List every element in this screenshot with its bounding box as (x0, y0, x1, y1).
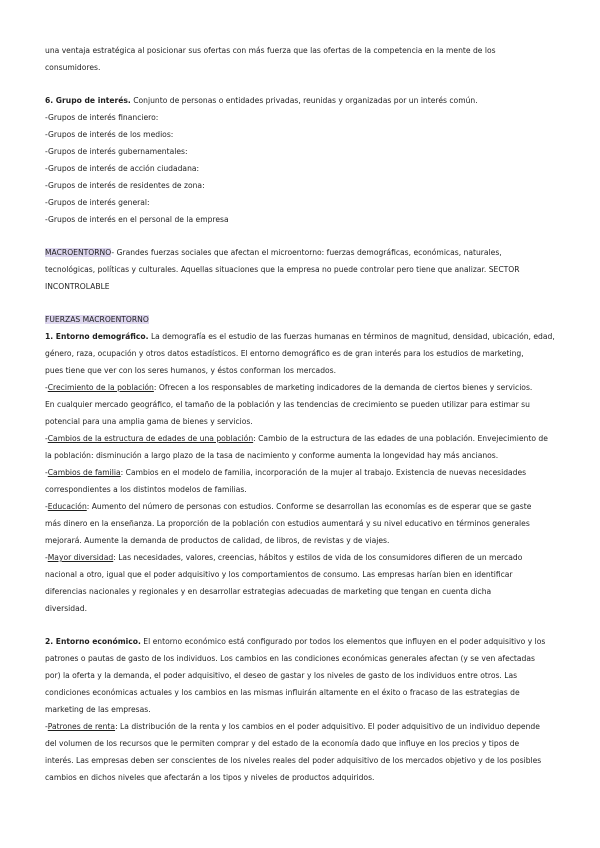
macroentorno-line-1 (45, 244, 560, 261)
renta-line-1 (45, 718, 560, 735)
cambios-edades-text: : Cambio de la estructura de las edades de una población. Envejecimiento de (253, 434, 548, 443)
grupo-interes-item: -Grupos de interés gubernamentales: (45, 147, 188, 156)
educacion-line-1 (45, 498, 560, 515)
economico-line-2: patrones o pautas de gasto de los individuos. Los cambios en las condiciones económicas generales afectan (y se ven afectadas (45, 654, 535, 663)
crecimiento-text: : Ofrecen a los responsables de marketing indicadores de la demanda de ciertos bienes y servicios. (153, 383, 533, 392)
grupo-interes-title: 6. Grupo de interés. (45, 96, 131, 105)
grupo-interes-item: -Grupos de interés de los medios: (45, 130, 174, 139)
crecimiento-line-3: potencial para una amplia gama de bienes y servicios. (45, 417, 253, 426)
grupo-interes-item: -Grupos de interés financiero: (45, 113, 159, 122)
cambios-edades-line-1 (45, 430, 560, 447)
grupo-interes-item: -Grupos de interés en el personal de la empresa (45, 215, 229, 224)
crecimiento-line-1 (45, 379, 560, 396)
grupo-interes-desc: Conjunto de personas o entidades privadas, reunidas y organizadas por un interés común. (130, 96, 478, 105)
grupo-interes-item: -Grupos de interés de residentes de zona: (45, 181, 205, 190)
grupo-interes-item: -Grupos de interés general: (45, 198, 150, 207)
renta-line-3: interés. Las empresas deben ser conscientes de los niveles reales del poder adquisitivo de los mercados objetivo y de los posibles (45, 756, 542, 765)
cambios-familia-text: : Cambios en el modelo de familia, incorporación de la mujer al trabajo. Existencia de nuevas necesidades (120, 468, 527, 477)
educacion-line-2: más dinero en la enseñanza. La proporción de la población con estudios aumentará y su nivel educativo en términos generales (45, 519, 530, 528)
economico-line-4: condiciones económicas actuales y los cambios en las mismas influirán altamente en el éxito o fracaso de las estrategias de (45, 688, 520, 697)
diversidad-line-3: diferencias nacionales y regionales y en desarrollar estrategias adecuadas de marketing que tengan en cuenta dicha (45, 587, 492, 596)
educacion-text: : Aumento del número de personas con estudios. Conforme se desarrollan las economías es de esperar que se gaste (86, 502, 532, 511)
bullet-dash: - (45, 468, 48, 477)
demografico-line-3: pues tiene que ver con los seres humanos, y éstos conforman los mercados. (45, 366, 337, 375)
macroentorno-line-2: tecnológicas, políticas y culturales. Aquellas situaciones que la empresa no puede controlar pero tiene que analizar. SECTOR (45, 265, 520, 274)
renta-line-2: del volumen de los recursos que le permiten comprar y del estado de la economía dado que influye en los precios y tipos de (45, 739, 520, 748)
intro-line-1: una ventaja estratégica al posicionar sus ofertas con más fuerza que las ofertas de la competencia en la mente de los (45, 46, 496, 55)
economico-line-3: por) la oferta y la demanda, el poder adquisitivo, el deseo de gastar y los niveles de gasto de los individuos entre otros. Las (45, 671, 518, 680)
educacion-label: Educación (47, 502, 87, 511)
bullet-dash: - (45, 502, 48, 511)
document-page (45, 42, 560, 786)
economico-text: El entorno económico está configurado por todos los elementos que influyen en el poder adquisitivo y los (140, 637, 546, 646)
renta-text: : La distribución de la renta y los cambios en el poder adquisitivo. El poder adquisitivo de un individuo depende (115, 722, 540, 731)
economico-title: 2. Entorno económico. (45, 637, 141, 646)
bullet-dash: - (45, 553, 48, 562)
cambios-edades-label: Cambios de la estructura de edades de una población (47, 434, 254, 443)
grupo-interes-item: -Grupos de interés de acción ciudadana: (45, 164, 200, 173)
demografico-text: La demografía es el estudio de las fuerzas humanas en términos de magnitud, densidad, ubicación, edad, (148, 332, 555, 341)
cambios-familia-label: Cambios de familia (47, 468, 121, 477)
economico-line-1 (45, 633, 560, 650)
fuerzas-heading-line (45, 311, 560, 328)
renta-line-4: cambios en dichos niveles que afectarán a los tipos y niveles de productos adquiridos. (45, 773, 375, 782)
macroentorno-text: - Grandes fuerzas sociales que afectan el microentorno: fuerzas demográficas, económicas, naturales, (111, 248, 502, 257)
demografico-title: 1. Entorno demográfico. (45, 332, 149, 341)
cambios-familia-line-1 (45, 464, 560, 481)
demografico-line-1 (45, 328, 560, 345)
grupo-interes-paragraph (45, 92, 560, 109)
demografico-line-2: género, raza, ocupación y otros datos estadísticos. El entorno demográfico es de gran interés para los estudios de marketing, (45, 349, 524, 358)
diversidad-line-2: nacional a otro, igual que el poder adquisitivo y los comportamientos de consumo. Las empresas harían bien en identificar (45, 570, 513, 579)
bullet-dash: - (45, 434, 48, 443)
macroentorno-label: MACROENTORNO (45, 248, 112, 257)
educacion-line-3: mejorará. Aumente la demanda de productos de calidad, de libros, de revistas y de viajes. (45, 536, 390, 545)
bullet-dash: - (45, 383, 48, 392)
diversidad-text: : Las necesidades, valores, creencias, hábitos y estilos de vida de los consumidores difieren de un mercado (113, 553, 523, 562)
bullet-dash: - (45, 722, 48, 731)
crecimiento-label: Crecimiento de la población (47, 383, 154, 392)
crecimiento-line-2: En cualquier mercado geográfico, el tamaño de la población y las tendencias de crecimiento se pueden utilizar para estimar su (45, 400, 530, 409)
diversidad-label: Mayor diversidad (47, 553, 114, 562)
cambios-edades-line-2: la población: disminución a largo plazo de la tasa de nacimiento y conforme aumenta la longevidad hay más ancianos. (45, 451, 499, 460)
intro-line-2: consumidores. (45, 63, 101, 72)
diversidad-line-4: diversidad. (45, 604, 87, 613)
cambios-familia-line-2: correspondientes a los distintos modelos de familias. (45, 485, 247, 494)
renta-label: Patrones de renta (47, 722, 116, 731)
economico-line-5: marketing de las empresas. (45, 705, 151, 714)
macroentorno-line-3: INCONTROLABLE (45, 282, 110, 291)
fuerzas-heading: FUERZAS MACROENTORNO (45, 315, 149, 324)
diversidad-line-1 (45, 549, 560, 566)
